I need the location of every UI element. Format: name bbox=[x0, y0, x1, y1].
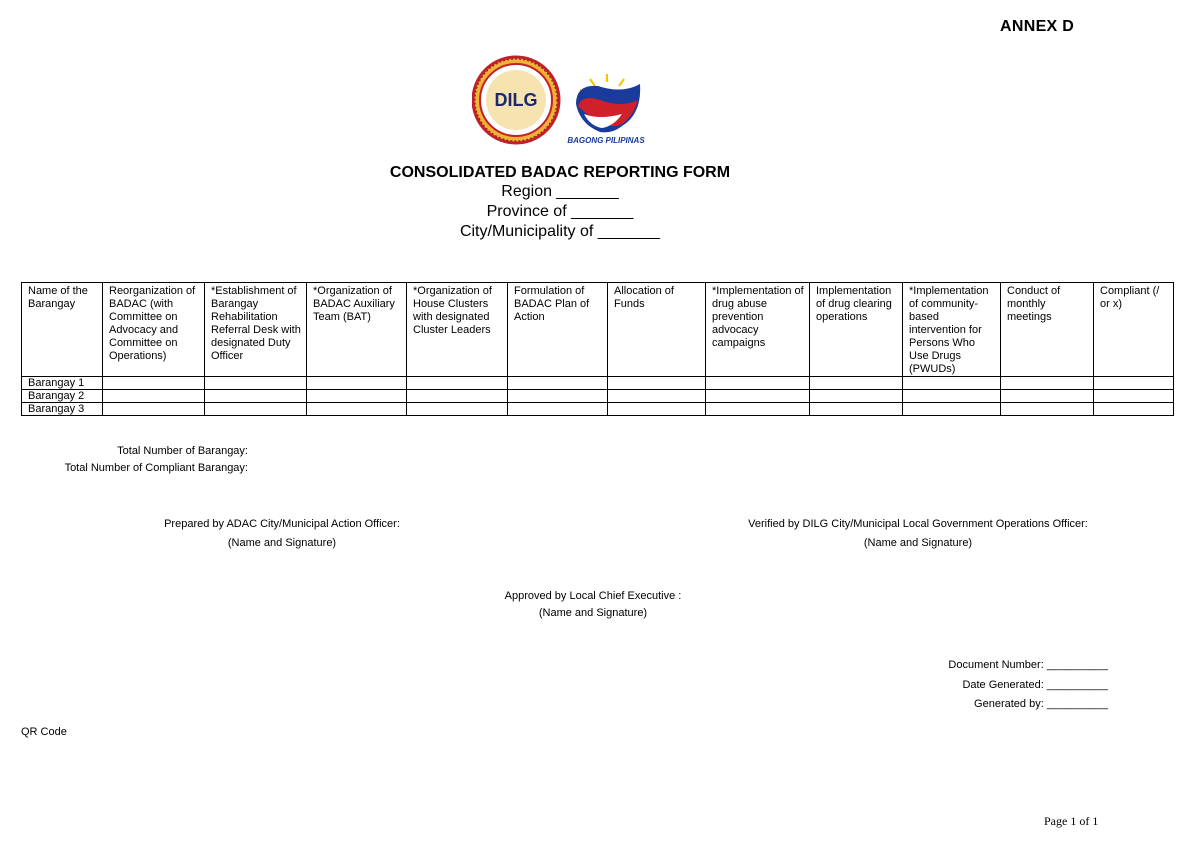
table-cell[interactable] bbox=[103, 403, 205, 416]
column-header: Compliant (/ or x) bbox=[1094, 283, 1174, 377]
column-header: Allocation of Funds bbox=[608, 283, 706, 377]
barangay-name-cell: Barangay 3 bbox=[22, 403, 103, 416]
table-cell[interactable] bbox=[706, 390, 810, 403]
region-line: Region _______ bbox=[501, 183, 619, 200]
prepared-by-label: Prepared by ADAC City/Municipal Action Officer: bbox=[164, 518, 400, 530]
column-header: Implementation of drug clearing operations bbox=[810, 283, 903, 377]
table-cell[interactable] bbox=[608, 390, 706, 403]
column-header: *Organization of BADAC Auxiliary Team (BAT) bbox=[307, 283, 407, 377]
form-title: CONSOLIDATED BADAC REPORTING FORM bbox=[389, 164, 731, 181]
table-cell[interactable] bbox=[307, 403, 407, 416]
total-barangay-label: Total Number of Barangay: bbox=[117, 445, 248, 457]
table-cell[interactable] bbox=[1001, 403, 1094, 416]
table-cell[interactable] bbox=[706, 377, 810, 390]
table-cell[interactable] bbox=[307, 377, 407, 390]
approved-name-label: (Name and Signature) bbox=[538, 607, 648, 619]
column-header: Reorganization of BADAC (with Committee on Advocacy and Committee on Operations) bbox=[103, 283, 205, 377]
table-cell[interactable] bbox=[1094, 377, 1174, 390]
table-cell[interactable] bbox=[810, 403, 903, 416]
table-cell[interactable] bbox=[903, 403, 1001, 416]
page-number: Page 1 of 1 bbox=[1044, 814, 1099, 828]
table-row bbox=[22, 390, 1174, 403]
table-cell[interactable] bbox=[608, 377, 706, 390]
table-cell[interactable] bbox=[810, 377, 903, 390]
document-number-label: Document Number: __________ bbox=[948, 659, 1108, 671]
bagong-pilipinas-text: BAGONG PILIPINAS bbox=[567, 136, 645, 145]
table-cell[interactable] bbox=[205, 390, 307, 403]
generated-by-label: Generated by: __________ bbox=[974, 698, 1108, 710]
logos bbox=[472, 54, 662, 150]
verified-by-label: Verified by DILG City/Municipal Local Government Operations Officer: bbox=[748, 518, 1088, 530]
table-cell[interactable] bbox=[205, 377, 307, 390]
column-header: Name of the Barangay bbox=[22, 283, 103, 377]
dilg-logo-text: DILG bbox=[494, 90, 538, 110]
table-cell[interactable] bbox=[103, 377, 205, 390]
table-cell[interactable] bbox=[608, 403, 706, 416]
table-cell[interactable] bbox=[706, 403, 810, 416]
qr-code-label: QR Code bbox=[21, 726, 67, 738]
table-cell[interactable] bbox=[1094, 403, 1174, 416]
table-cell[interactable] bbox=[205, 403, 307, 416]
table-cell[interactable] bbox=[903, 390, 1001, 403]
barangay-name-cell: Barangay 1 bbox=[22, 377, 103, 390]
column-header: *Implementation of drug abuse prevention advocacy campaigns bbox=[706, 283, 810, 377]
table-cell[interactable] bbox=[103, 390, 205, 403]
table-row bbox=[22, 403, 1174, 416]
prepared-name-label: (Name and Signature) bbox=[227, 537, 337, 549]
city-line: City/Municipality of _______ bbox=[459, 223, 661, 240]
table-cell[interactable] bbox=[810, 390, 903, 403]
total-compliant-label: Total Number of Compliant Barangay: bbox=[64, 462, 248, 474]
verified-name-label: (Name and Signature) bbox=[863, 537, 973, 549]
column-header: Conduct of monthly meetings bbox=[1001, 283, 1094, 377]
table-cell[interactable] bbox=[1001, 377, 1094, 390]
column-header: *Implementation of community-based intervention for Persons Who Use Drugs (PWUDs) bbox=[903, 283, 1001, 377]
table-cell[interactable] bbox=[1001, 390, 1094, 403]
province-line: Province of _______ bbox=[486, 203, 634, 220]
table-cell[interactable] bbox=[903, 377, 1001, 390]
table-cell[interactable] bbox=[1094, 390, 1174, 403]
approved-by-label: Approved by Local Chief Executive : bbox=[504, 590, 682, 602]
column-header: *Establishment of Barangay Rehabilitation Referral Desk with designated Duty Officer bbox=[205, 283, 307, 377]
table-cell[interactable] bbox=[407, 403, 508, 416]
column-header: Formulation of BADAC Plan of Action bbox=[508, 283, 608, 377]
date-generated-label: Date Generated: __________ bbox=[962, 679, 1108, 691]
annex-label: ANNEX D bbox=[1000, 18, 1075, 35]
bagong-pilipinas-icon bbox=[567, 74, 645, 145]
table-cell[interactable] bbox=[407, 390, 508, 403]
badac-table bbox=[21, 282, 1174, 416]
table-cell[interactable] bbox=[508, 377, 608, 390]
table-cell[interactable] bbox=[508, 403, 608, 416]
table-header-row bbox=[22, 283, 1174, 377]
table-cell[interactable] bbox=[407, 377, 508, 390]
column-header: *Organization of House Clusters with designated Cluster Leaders bbox=[407, 283, 508, 377]
title-block bbox=[300, 163, 820, 242]
dilg-seal-icon bbox=[473, 57, 559, 143]
table-cell[interactable] bbox=[307, 390, 407, 403]
table-row bbox=[22, 377, 1174, 390]
table-cell[interactable] bbox=[508, 390, 608, 403]
barangay-name-cell: Barangay 2 bbox=[22, 390, 103, 403]
